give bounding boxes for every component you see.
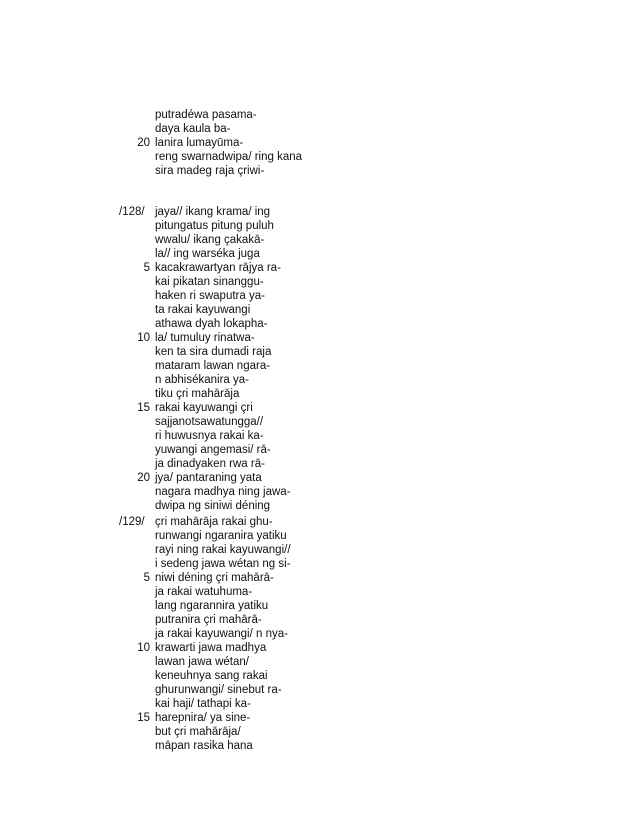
text-line: ja rakai watuhuma- bbox=[155, 586, 253, 598]
text-line: dwipa ng siniwi déning bbox=[155, 500, 271, 512]
text-line: kai pikatan sinanggu- bbox=[155, 276, 264, 288]
text-line: kacakrawartyan rājya ra- bbox=[155, 262, 281, 274]
text-line: haken ri swaputra ya- bbox=[155, 290, 265, 302]
text-line: rakai kayuwangi çri bbox=[155, 402, 253, 414]
text-line: ken ta sira dumadi raja bbox=[155, 346, 272, 358]
text-line: wwalu/ ikang çakakā- bbox=[155, 234, 265, 246]
text-line: putranira çri mahārā- bbox=[155, 614, 262, 626]
text-line: ja rakai kayuwangi/ n nya- bbox=[155, 628, 288, 640]
text-line: harepnira/ ya sine- bbox=[155, 712, 251, 724]
text-line: lanira lumayūma- bbox=[155, 137, 244, 149]
text-line: sira madeg raja çriwi- bbox=[155, 165, 265, 177]
line-number: 10 bbox=[137, 332, 150, 344]
text-line: mataram lawan ngara- bbox=[155, 360, 271, 372]
line-number: 15 bbox=[137, 402, 150, 414]
text-line: krawarti jawa madhya bbox=[155, 642, 267, 654]
text-line: ja dinadyaken rwa rā- bbox=[155, 458, 265, 470]
text-line: i sedeng jawa wétan ng si- bbox=[155, 558, 291, 570]
text-line: yuwangi angemasi/ rā- bbox=[155, 444, 271, 456]
text-line: la// ing warséka juga bbox=[155, 248, 260, 260]
text-line: jaya// ikang krama/ ing bbox=[155, 206, 271, 218]
line-number: 5 bbox=[143, 262, 150, 274]
text-line: çri mahārāja rakai ghu- bbox=[155, 516, 273, 528]
text-line: niwi déning çri mahārā- bbox=[155, 572, 274, 584]
text-line: kai haji/ tathapi ka- bbox=[155, 698, 251, 710]
text-line: but çri mahārāja/ bbox=[155, 726, 241, 738]
text-line: runwangi ngaranira yatiku bbox=[155, 530, 287, 542]
text-line: sajjanotsawatungga// bbox=[155, 416, 264, 428]
text-line: lang ngarannira yatiku bbox=[155, 600, 269, 612]
text-line: daya kaula ba- bbox=[155, 123, 231, 135]
line-number: 20 bbox=[137, 472, 150, 484]
text-line: nagara madhya ning jawa- bbox=[155, 486, 291, 498]
text-line: jya/ pantaraning yata bbox=[155, 472, 262, 484]
line-number: 20 bbox=[137, 137, 150, 149]
text-line: keneuhnya sang rakai bbox=[155, 670, 268, 682]
folio-number: /128/ bbox=[119, 206, 145, 218]
text-line: rayi ning rakai kayuwangi// bbox=[155, 544, 291, 556]
text-line: ta rakai kayuwangi bbox=[155, 304, 251, 316]
text-line: māpan rasika hana bbox=[155, 740, 253, 752]
text-line: putradéwa pasama- bbox=[155, 109, 257, 121]
text-line: athawa dyah lokapha- bbox=[155, 318, 268, 330]
text-line: la/ tumuluy rinatwa- bbox=[155, 332, 255, 344]
folio-number: /129/ bbox=[119, 516, 145, 528]
text-line: pitungatus pitung puluh bbox=[155, 220, 274, 232]
text-line: lawan jawa wétan/ bbox=[155, 656, 249, 668]
text-line: n abhisékanira ya- bbox=[155, 374, 249, 386]
text-line: ghurunwangi/ sinebut ra- bbox=[155, 684, 282, 696]
text-line: reng swarnadwipa/ ring kana bbox=[155, 151, 303, 163]
line-number: 10 bbox=[137, 642, 150, 654]
text-line: tiku çri mahārāja bbox=[155, 388, 240, 400]
text-line: ri huwusnya rakai ka- bbox=[155, 430, 264, 442]
line-number: 15 bbox=[137, 712, 150, 724]
line-number: 5 bbox=[143, 572, 150, 584]
